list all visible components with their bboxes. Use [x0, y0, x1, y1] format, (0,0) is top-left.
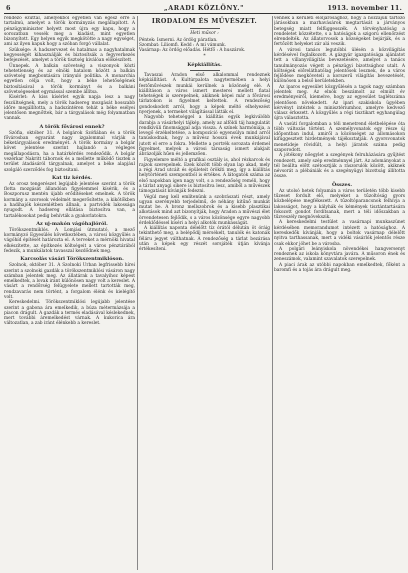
- page-header: [4, 3, 404, 13]
- header-rule: [4, 13, 404, 14]
- article-text: Kereskedelmi. Törökszentmiklósi legújabb jelentése szerint a gabona ára emelkedik, a búza métermázsája a piacon drágult. A gazdák a termés eladásával késlekednek, mert további áremelkedést várnak. A kukorica ára változatlan, a zab iránt élénkebb a kereslet.: [4, 300, 135, 327]
- section-heading: A török fővárosi ennek?: [39, 123, 105, 130]
- article-text: Az iparos egyesület közgyűlésén a tagok nagy számban jelentek meg. Az elnök beszámolt az elmúlt év eredményeiről, kiemelve, hogy az egyesület taglétszáma jelentősen növekedett. Az ipari szakiskola ügyében kérvényt intéztek a minisztériumhoz, amelyre kedvező válasz érkezett. A közgyűlés a régi tisztikart egyhangúlag újra választotta.: [274, 84, 405, 122]
- article-text: A városi tanács legutóbbi ülésén a közvilágítás kérdésével foglalkozott. A gázgyár igazgatósága ajánlatot tett a villanyvilágítás bevezetésére, amelyet a tanács tanulmányozás végett a pénzügyi bizottsághoz utalt. A költségek előreláthatólag jelentősek lesznek, de a város fejlődése megköveteli a korszerű világítás bevezetését, különösen a belső kerületekben.: [274, 47, 405, 85]
- article-text: Tavaszai Aradon első alkalommal rendeznek képkiállítást. A Kultúrpalota nagytermében a helyi festőművészek munkái kerülnek a közönség elé. A kiállításon a város ismert mesterei mellett fiatal tehetségek is szerepelnek, akiknek képei már a fővárosi tárlatokon is figyelmet keltettek. A rendezőség gondoskodott arról, hogy a képek méltó elhelyezést nyerjenek, a termeket világítással látták el.: [139, 73, 270, 115]
- column-3: [274, 16, 405, 570]
- article-text: Törökszentmiklós. A Lomjási útmutató, a mező kormányzó Egyesülés következtében, a városi közgyűlés a vágóhíd építését határozta el. A terveket a mérnöki hivatal elkészítette, az építkezés költségeit a város pénztárából fedezik, a munkálatok tavasszal kezdődnek meg.: [4, 227, 135, 254]
- article-text: Figyelemre méltó a grafikai osztály is, ahol rézkarcok és rajzok szerepelnek. Ezek között több olyan lap akad, mely a régi Arad utcáit és épületeit örökíti meg, így a kiállítás helytörténeti szempontból is értékes. A látogatók száma az első napokban igen nagy volt, s a rendezőség reméli, hogy a tárlat anyagi sikere is biztosítva lesz, amiből a művészek támogatását kívánják fedezni.: [139, 157, 270, 195]
- article-text: Szolnok, október 31. A Szolnoki Urban legfrissebb hírei szerint a szolnoki gazdák a törökszentmiklósi vásáron nagy számban jelentek meg. Az állatárak a tavalyihoz képest emelkedtek, a lovak iránt különösen nagy volt a kereslet. A vásárt a rendőrség felügyelete mellett tartották meg, rendzavarás nem történt, a forgalom élénk és kielégítő volt.: [4, 263, 135, 300]
- column-1: [4, 16, 135, 570]
- article-text: Végül meg kell említenünk a szobrászati részt, amely ugyan szerényebb terjedelmű, de néhány kitűnő munkát mutat be. A bronz mellszobrok és a kisebb plasztikai alkotások mind azt bizonyítják, hogy Aradon a művészi élet örvendetesen fejlődik, s a város közönsége egyre nagyobb érdeklődéssel kíséri a helyi alkotók munkásságát.: [139, 194, 270, 226]
- program-item: Vasárnap: Az ördög előadás. Hétfő : A huszárok.: [139, 48, 246, 54]
- section-heading: Kat tiz kérdés.: [51, 174, 93, 181]
- article-text: Kisérlet: A kiss kísérlet egyik napja lesz a nagy feszültségnek, mely a török hadsereg mozgását hosszabb időre megállította, a hadszíntéren tehát a béke esélyei jelentősen megnőttek, bár a tárgyalások még folyamatban vannak.: [4, 95, 135, 122]
- column-divider: [272, 16, 273, 570]
- section-heading: Karcsolás vásári Törökszentmiklóson.: [20, 256, 124, 263]
- article-text: Az orosz tengerészet legújabb jelentése szerint a török flotta mozgását állandóan figyelemmel kísérik, és a Boszporusz mentén újabb erődítéseket emelnek. A török kormány a szorosok védelmét megerősítette, a kikötőkben a hadihajók készenlétben állnak, a partvidék lakossága nyugodt. A hadsereg ellátása biztosítva van, a tartalékosokat pedig behívták a gyakorlatokra.: [4, 181, 135, 219]
- article-text: rendező ezúttal, amelyekből egyetlen van egész erre a tartalmú, amelyet a török kormányzás megállapított. A pénzügyminiszter helyett most újra egy kapu, hogy a sorozatban vessék meg a kiadást, mint egyetlen bizonyított. Egy helyen egyik megkötötte a nagy egységet, ami az ilyen kapuk hogy a szóban forgó vállalat.: [4, 16, 135, 48]
- article-text: A kereskedelmi testület a vasárnapi munkaszünet kérdésében memorandumot intézett a hatósághoz. A kereskedők kívánják, hogy a boltok vasárnap délelőtt nyitva tarthassanak, mert a vidéki vásárlók jelentős része csak ekkor jöhet be a városba.: [274, 220, 405, 247]
- article-text: A kiállítás naponta délelőtt tíz órától délután öt óráig tekinthető meg, a belépődíj mérsékelt, tanulók és katonák féláru jegyet válthatnak. A rendezőség a tárlat bezárása után a képek egy részét sorsjáték útján kívánja értékesíteni.: [139, 226, 270, 253]
- masthead: „ARADI KÖZLÖNY.": [163, 4, 245, 12]
- article-text: Nagyobb tehetséggel a kiállítás egyik legkiválóbb darabja a vásárhelyi tájkép, amely az alföldi táj hangulatát rendkívüli finomsággal adja vissza. A színek harmóniája, a levegő érzékeltetése, a kompozíció egyensúlya mind arról tanúskodnak, hogy a művész hosszú évek munkájával jutott el erre a fokra. Mellette a portrék sorozata érdemel figyelmet, melyek a városi társaság ismert alakjait ábrázolják hűen és jellemzően.: [139, 115, 270, 158]
- column-2: [139, 16, 270, 570]
- rule-mark: *: [203, 54, 206, 60]
- page-number: 6: [6, 4, 11, 12]
- article-text: Szüksége: A hadszervezet és hatalmas a nagyhatalmak kegyességét kihasználják és biztosítsák a fegyverkezés befejezését, amelyet a török tisztség kiválóan előkészített.: [4, 47, 135, 64]
- article-text: A vasúti forgalomban a téli menetrend életbelépése óta több változás történt. A személyvonatok egy része új időpontban indul, amiről a közönséget az állomásokon kifüggesztett hirdetmények tájékoztatják. A gyorsvonatok menetideje rövidült, a helyi járatok száma pedig szaporodott.: [274, 121, 405, 154]
- article-text: Szófia, október 31. A bolgárok Szófiában és a török fővárosban egyaránt nagy izgalommal várják a béketárgyalások eredményét. A török kormány a bolgár követ jelentése szerint hajlandó a végleges megállapodásra, ha a határkérdés rendeződik. A bolgár vezérkar Nakritt tábornok és a mellette működő tisztek a terület átadásáról tárgyalnak, amelyet a béke alapjául szolgáló szerződés fog biztosítani.: [4, 130, 135, 173]
- article-text: vénnek a kerületi elöljárósághoz, hogy a hozzájuk tartozó járásokban a marhavásárok megtartását a járványos betegség miatt felfüggesszék. A törvényhatóság a rendeletet közzétette, s a hatóságok a szigorú ellenőrzést elrendelték. Az állatorvosok a községeket bejárják, és a fertőzött helyeket zár alá veszik.: [274, 16, 405, 48]
- section-rule: [190, 70, 220, 71]
- article-text: Ünnepek. A balkán szövetség a viszonyok közti tehetetlenség és az elnöki hatalom között a balkán szövetség megbontására irányuló politika. A monarchia egyetlen célja volt, hogy a béke lehetőségének biztosításával a török kormányt és a balkáni szövetségeseket egymással szembe állítsa.: [4, 63, 135, 95]
- program-heading: Heti műsor :: [190, 31, 219, 36]
- section-title: IRODALOM ÉS MŰVÉSZET.: [151, 18, 258, 25]
- section-rule: [190, 28, 220, 29]
- article-text: A polgári leányiskola növendékei hangversenyt rendeznek az iskola könyvtára javára. A műsoron ének és zeneszámok, valamint szavalatok szerepelnek.: [274, 246, 405, 263]
- program-item: Szombat: Liliomfi. Kedd : A mi vámunk.: [139, 42, 227, 48]
- section-heading: Összes.: [331, 181, 353, 188]
- section-heading: Képkiállítás.: [187, 62, 222, 69]
- section-heading: Az uj-makón vágóhajlóról.: [36, 220, 108, 227]
- article-text: A piaci árak az utóbbi napokban emelkedtek, főként a baromfi és a tojás ára drágult meg.: [274, 262, 405, 273]
- program-item: Péntek: Ismerni. Az ördög páratlan.: [139, 37, 218, 43]
- column-divider: [137, 16, 138, 570]
- article-text: Az utolsó hetek folyamán a város területén több kisebb tűzeset fordult elő, melyeket a tűzoltóság gyors közbelépése megfékezett. A tűzoltóparancsnok felhívja a lakosságot, hogy a kályhák és kémények tisztántartására fokozott gondot fordítsanak, mert a téli időszakban a tűzveszély megnövekszik.: [274, 188, 405, 221]
- article-text: A jótékony nőegylet a szegények felruházására gyűjtést rendezett, amely szép eredménnyel járt. Az adományokat a tél beállta előtt szétosztják a rászorulók között, akiknek névsorát a plébániák és a szegényügyi bizottság állította össze.: [274, 153, 405, 180]
- issue-date: 1913. november 11.: [327, 4, 402, 12]
